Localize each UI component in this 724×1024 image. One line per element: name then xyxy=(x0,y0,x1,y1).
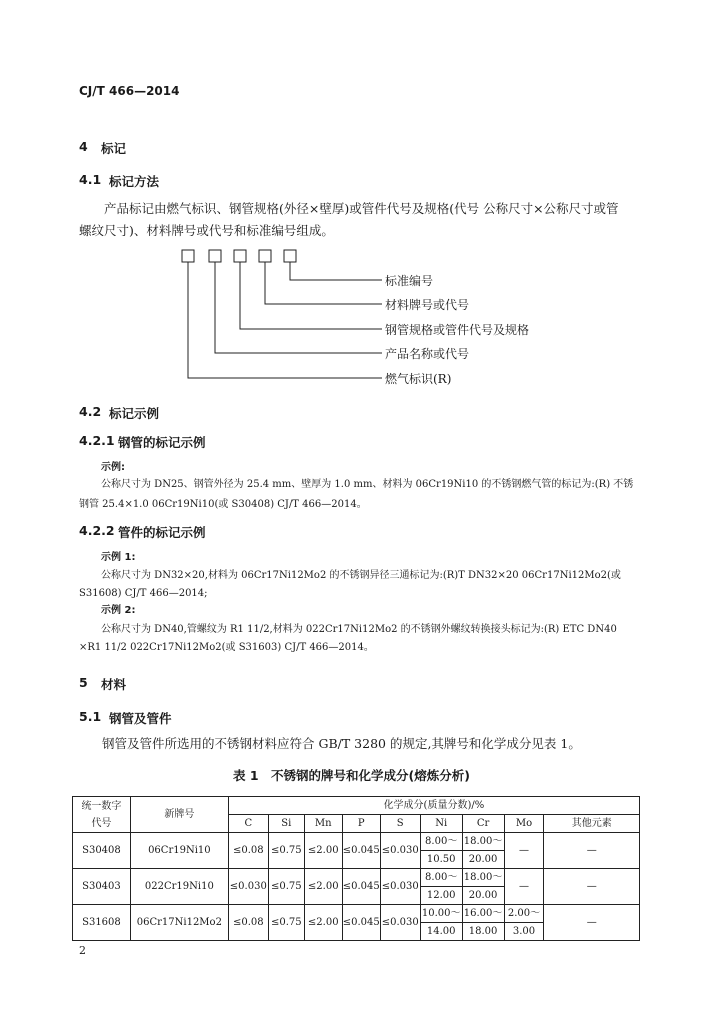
header-col-p: P xyxy=(342,815,380,833)
header-col-ni: Ni xyxy=(420,815,462,833)
cell-cr-max: 20.00 xyxy=(462,887,504,905)
section-4-2-number: 4.2 xyxy=(79,404,102,419)
header-col-other: 其他元素 xyxy=(544,815,640,833)
section-4-2-1-title: 钢管的标记示例 xyxy=(118,435,206,450)
section-4-2-1-number: 4.2.1 xyxy=(79,433,115,448)
marking-diagram xyxy=(170,244,530,394)
cell-s: ≤0.030 xyxy=(380,905,420,941)
section-5-1-title: 钢管及管件 xyxy=(109,711,172,726)
header-col-mn: Mn xyxy=(304,815,342,833)
header-col-s: S xyxy=(380,815,420,833)
cell-cr-max: 18.00 xyxy=(462,923,504,941)
fitting-example-2-line2: ×R1 11/2 022Cr17Ni12Mo2(或 S31603) CJ/T 466—2014。 xyxy=(79,642,374,653)
fitting-example-1-line1: 公称尺寸为 DN32×20,材料为 06Cr17Ni12Mo2 的不锈钢异径三通标记为:(R)T DN32×20 06Cr17Ni12Mo2(或 xyxy=(101,570,621,581)
section-5-title: 材料 xyxy=(101,677,127,692)
cell-other: — xyxy=(544,833,640,869)
diagram-box-3 xyxy=(234,250,246,262)
cell-grade: 022Cr19Ni10 xyxy=(130,869,228,905)
header-col-c: C xyxy=(228,815,268,833)
fitting-example-2-line1: 公称尺寸为 DN40,管螺纹为 R1 11/2,材料为 022Cr17Ni12Mo2 的不锈钢外螺纹转换接头标记为:(R) ETC DN40 xyxy=(101,624,617,635)
cell-si: ≤0.75 xyxy=(268,833,304,869)
example-1-label: 示例 1: xyxy=(101,552,136,563)
cell-mo: — xyxy=(504,869,544,905)
diagram-label-product-name: 产品名称或代号 xyxy=(385,347,470,361)
cell-mo-min: 2.00～ xyxy=(504,905,544,923)
section-4-1-number: 4.1 xyxy=(79,172,102,187)
section-4-number: 4 xyxy=(79,139,88,154)
header-col-cr: Cr xyxy=(462,815,504,833)
page-number: 2 xyxy=(79,944,86,957)
cell-mn: ≤2.00 xyxy=(304,869,342,905)
pipe-example-line2: 钢管 25.4×1.0 06Cr19Ni10(或 S30408) CJ/T 466—2014。 xyxy=(79,499,367,510)
cell-c: ≤0.08 xyxy=(228,833,268,869)
pipe-example-line1: 公称尺寸为 DN25、钢管外径为 25.4 mm、壁厚为 1.0 mm、材料为 06Cr19Ni10 的不锈钢燃气管的标记为:(R) 不锈 xyxy=(101,479,634,490)
cell-s: ≤0.030 xyxy=(380,833,420,869)
section-4-title: 标记 xyxy=(101,141,127,156)
cell-code: S30408 xyxy=(73,833,131,869)
cell-mo-max: 3.00 xyxy=(504,923,544,941)
cell-grade: 06Cr17Ni12Mo2 xyxy=(130,905,228,941)
cell-ni-max: 10.50 xyxy=(420,851,462,869)
header-col-si: Si xyxy=(268,815,304,833)
cell-mn: ≤2.00 xyxy=(304,833,342,869)
cell-other: — xyxy=(544,905,640,941)
cell-cr-min: 18.00～ xyxy=(462,833,504,851)
diagram-label-material-grade: 材料牌号或代号 xyxy=(385,298,470,312)
diagram-leader-2 xyxy=(265,262,382,304)
cell-cr-max: 20.00 xyxy=(462,851,504,869)
cell-c: ≤0.030 xyxy=(228,869,268,905)
cell-other: — xyxy=(544,869,640,905)
section-5-number: 5 xyxy=(79,675,88,690)
composition-table xyxy=(72,796,640,941)
section-5-1-number: 5.1 xyxy=(79,709,102,724)
diagram-box-4 xyxy=(259,250,271,262)
table-row xyxy=(73,869,640,887)
table-1-caption: 表 1 不锈钢的牌号和化学成分(熔炼分析) xyxy=(233,768,470,783)
table-row xyxy=(73,905,640,923)
header-grade: 新牌号 xyxy=(130,797,228,833)
cell-si: ≤0.75 xyxy=(268,869,304,905)
cell-mo: — xyxy=(504,833,544,869)
fitting-example-1-line2: S31608) CJ/T 466—2014; xyxy=(79,588,208,599)
table-row xyxy=(73,833,640,851)
diagram-box-1 xyxy=(182,250,194,262)
section-4-1-para-line1: 产品标记由燃气标识、钢管规格(外径×壁厚)或管件代号及规格(代号 公称尺寸×公称尺寸或管 xyxy=(104,201,619,216)
section-4-2-2-title: 管件的标记示例 xyxy=(118,525,206,540)
diagram-leader-3 xyxy=(240,262,382,329)
example-label: 示例: xyxy=(101,462,125,473)
cell-si: ≤0.75 xyxy=(268,905,304,941)
cell-ni-min: 8.00～ xyxy=(420,833,462,851)
cell-ni-min: 10.00～ xyxy=(420,905,462,923)
cell-code: S31608 xyxy=(73,905,131,941)
cell-code: S30403 xyxy=(73,869,131,905)
cell-ni-max: 14.00 xyxy=(420,923,462,941)
cell-ni-min: 8.00～ xyxy=(420,869,462,887)
diagram-box-5 xyxy=(284,250,296,262)
header-code: 统一数字 代号 xyxy=(73,797,131,833)
diagram-box-2 xyxy=(209,250,221,262)
diagram-leader-5 xyxy=(188,262,382,378)
cell-ni-max: 12.00 xyxy=(420,887,462,905)
section-4-2-2-number: 4.2.2 xyxy=(79,523,115,538)
section-4-1-para-line2: 螺纹尺寸)、材料牌号或代号和标准编号组成。 xyxy=(79,223,334,238)
cell-p: ≤0.045 xyxy=(342,833,380,869)
cell-cr-min: 18.00～ xyxy=(462,869,504,887)
cell-cr-min: 16.00～ xyxy=(462,905,504,923)
cell-grade: 06Cr19Ni10 xyxy=(130,833,228,869)
example-2-label: 示例 2: xyxy=(101,605,136,616)
standard-code: CJ/T 466—2014 xyxy=(79,84,180,98)
header-col-mo: Mo xyxy=(504,815,544,833)
diagram-leader-1 xyxy=(290,262,382,280)
section-4-2-title: 标记示例 xyxy=(109,406,160,421)
cell-p: ≤0.045 xyxy=(342,869,380,905)
cell-c: ≤0.08 xyxy=(228,905,268,941)
section-4-1-title: 标记方法 xyxy=(109,174,160,189)
diagram-label-standard-number: 标准编号 xyxy=(385,274,434,288)
cell-mn: ≤2.00 xyxy=(304,905,342,941)
diagram-label-pipe-spec: 钢管规格或管件代号及规格 xyxy=(385,323,530,337)
cell-s: ≤0.030 xyxy=(380,869,420,905)
header-composition-group: 化学成分(质量分数)/% xyxy=(228,797,639,815)
cell-p: ≤0.045 xyxy=(342,905,380,941)
section-5-1-para: 钢管及管件所选用的不锈钢材料应符合 GB/T 3280 的规定,其牌号和化学成分见表 1。 xyxy=(102,736,581,751)
diagram-label-gas-mark: 燃气标识(R) xyxy=(385,372,452,386)
